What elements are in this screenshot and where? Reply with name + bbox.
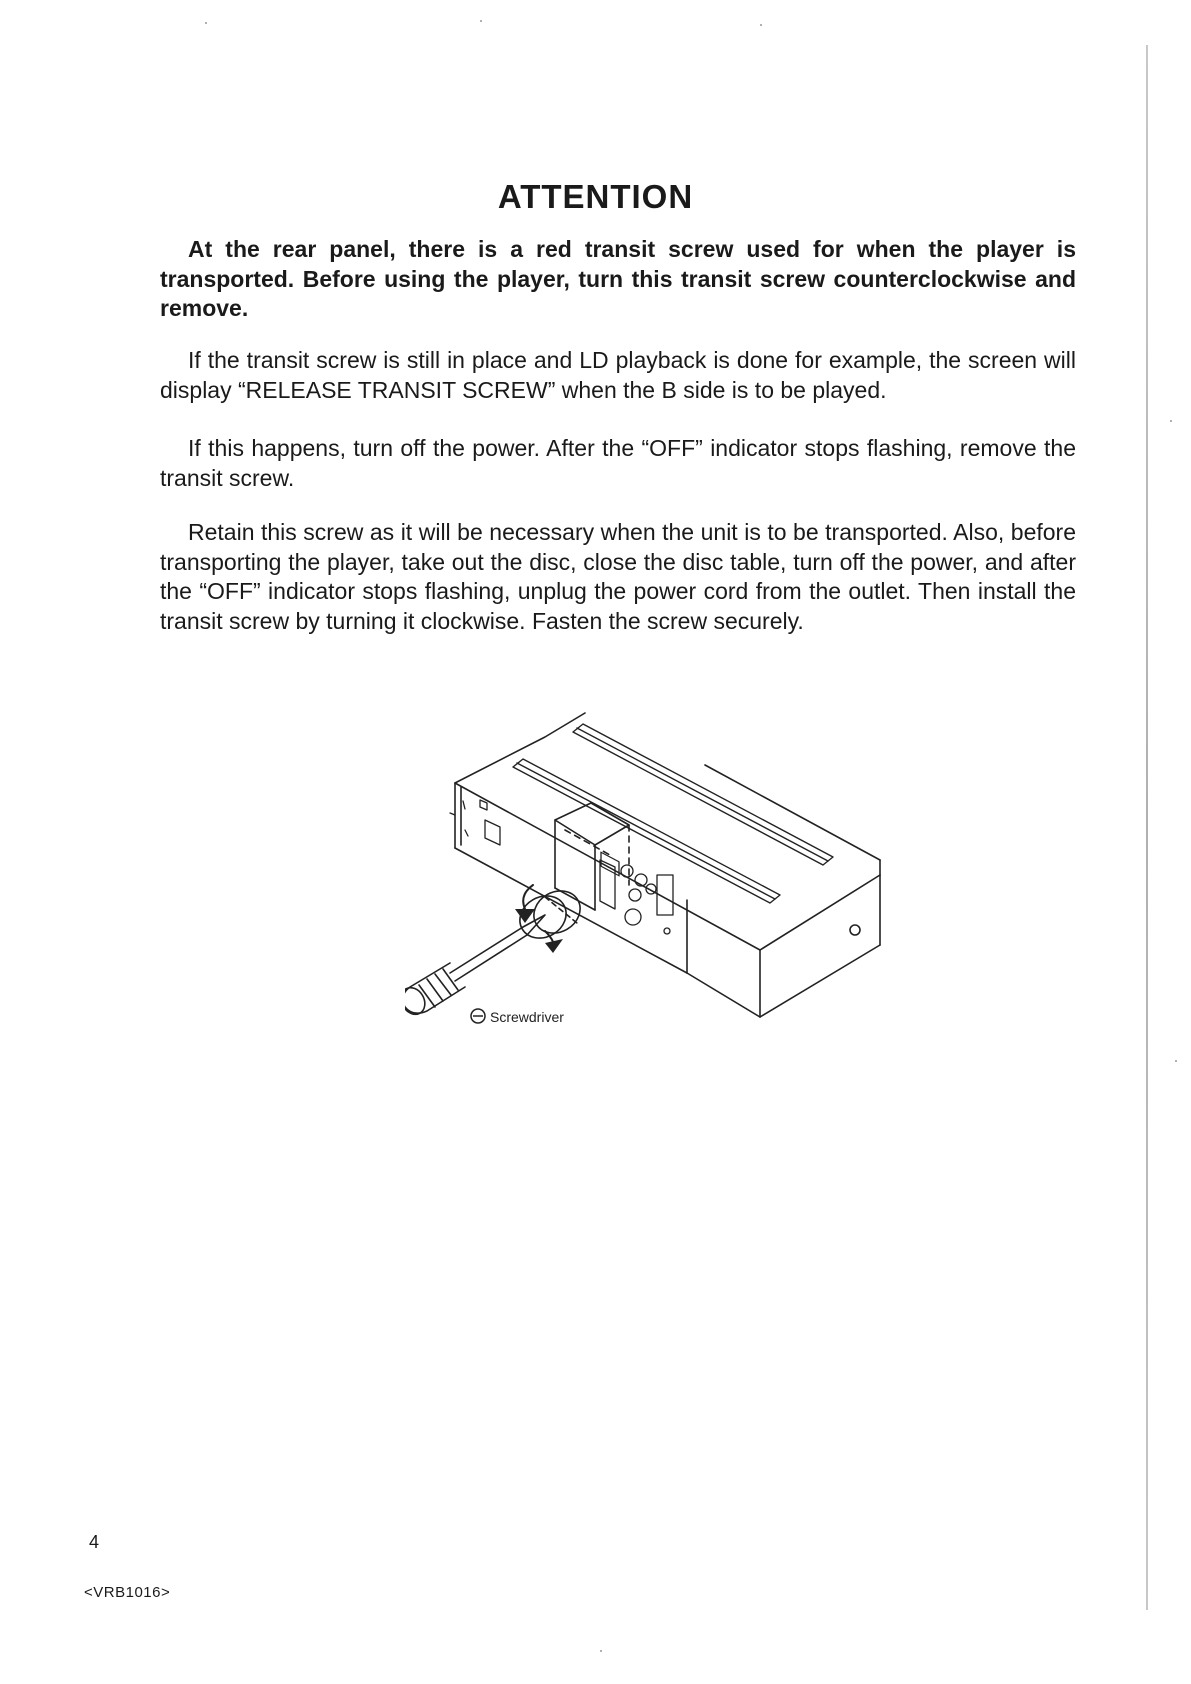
off-power-text: If this happens, turn off the power. After the “OFF” indicator stops flashing, remove the transit screw. bbox=[160, 435, 1076, 491]
rear-left-details bbox=[450, 800, 500, 845]
screwdriver-label: Screwdriver bbox=[490, 1009, 564, 1025]
scan-speck bbox=[1175, 1060, 1177, 1062]
scan-speck bbox=[205, 22, 207, 24]
retain-paragraph bbox=[160, 518, 1076, 636]
warning-paragraph bbox=[160, 235, 1076, 324]
screwdriver-shaft bbox=[450, 915, 545, 981]
rear-connectors bbox=[600, 852, 673, 934]
document-code: <VRB1016> bbox=[84, 1584, 171, 1601]
scan-speck bbox=[1170, 420, 1172, 422]
transit-screw-cover-plate bbox=[555, 803, 629, 910]
screwdriver-handle bbox=[405, 963, 465, 1019]
off-power-paragraph bbox=[160, 434, 1076, 493]
page-number: 4 bbox=[89, 1532, 100, 1552]
retain-text: Retain this screw as it will be necessary when the unit is to be transported. Also, before transporting the player, take out the disc, close the disc table, turn off the power, and after the “OFF” indicator stops flashing, unplug the power cord from the outlet. Then install the transit screw by turning it clockwise. Fasten the screw securely. bbox=[160, 519, 1076, 634]
page-title: ATTENTION bbox=[497, 178, 694, 215]
release-paragraph bbox=[160, 346, 1076, 405]
page-edge-scan-line bbox=[1146, 45, 1148, 1610]
transit-screw-illustration bbox=[405, 695, 895, 1105]
warning-text: At the rear panel, there is a red transit screw used for when the player is transported. Before using the player, turn this transit screw counterclockwise and remove. bbox=[160, 236, 1076, 321]
player-foot bbox=[850, 925, 860, 935]
release-text: If the transit screw is still in place and LD playback is done for example, the screen will display “RELEASE TRANSIT SCREW” when the B side is to be played. bbox=[160, 347, 1076, 403]
scan-speck bbox=[600, 1650, 602, 1652]
screwdriver-label-group bbox=[471, 1009, 564, 1025]
scan-speck bbox=[480, 20, 482, 22]
scan-speck bbox=[760, 24, 762, 26]
